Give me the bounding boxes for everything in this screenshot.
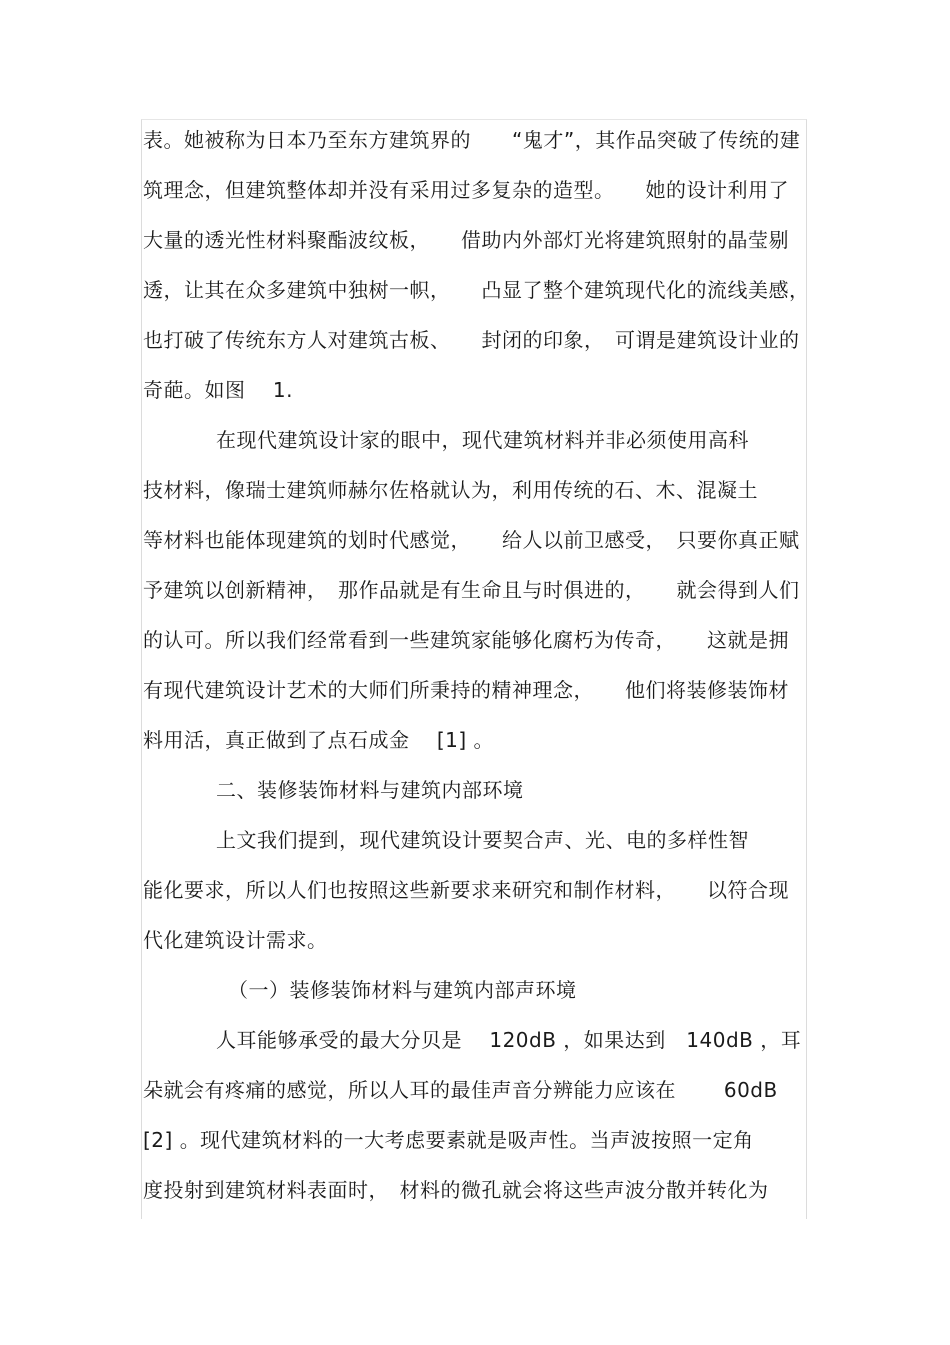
text-line: 奇葩。如图 1. [143,378,293,402]
text-line: 技材料，像瑞士建筑师赫尔佐格就认为，利用传统的石、木、混凝土 [143,478,758,502]
paragraph-start-line: 在现代建筑设计家的眼中，现代建筑材料并非必须使用高科 [216,428,749,452]
text-line: 筑理念，但建筑整体却并没有采用过多复杂的造型。 她的设计利用了 [143,178,789,202]
text-line: 表。她被称为日本乃至东方建筑界的 “鬼才”，其作品突破了传统的建 [143,128,801,152]
section-heading: 二、装修装饰材料与建筑内部环境 [216,778,524,802]
text-line: 的认可。所以我们经常看到一些建筑家能够化腐朽为传奇， 这就是拥 [143,628,789,652]
text-line: 度投射到建筑材料表面时， 材料的微孔就会将这些声波分散并转化为 [143,1178,769,1202]
text-line: 等材料也能体现建筑的划时代感觉， 给人以前卫感受， 只要你真正赋 [143,528,800,552]
text-line: [2] 。现代建筑材料的一大考虑要素就是吸声性。当声波按照一定角 [143,1128,754,1152]
text-line: 料用活，真正做到了点石成金 [1] 。 [143,728,495,752]
text-line: 也打破了传统东方人对建筑古板、 封闭的印象， 可谓是建筑设计业的 [143,328,800,352]
paragraph-start-line: 人耳能够承受的最大分贝是 120dB ，如果达到 140dB ，耳 [216,1028,802,1052]
text-line: 代化建筑设计需求。 [143,928,328,952]
text-line: 透，让其在众多建筑中独树一帜， 凸显了整个建筑现代化的流线美感， [143,278,810,302]
text-line: 有现代建筑设计艺术的大师们所秉持的精神理念， 他们将装修装饰材 [143,678,789,702]
text-line: 予建筑以创新精神， 那作品就是有生命且与时俱进的， 就会得到人们 [143,578,800,602]
text-line: 大量的透光性材料聚酯波纹板， 借助内外部灯光将建筑照射的晶莹剔 [143,228,789,252]
text-line: 朵就会有疼痛的感觉，所以人耳的最佳声音分辨能力应该在 60dB [143,1078,778,1102]
paragraph-start-line: 上文我们提到，现代建筑设计要契合声、光、电的多样性智 [216,828,749,852]
subsection-heading: （一）装修装饰材料与建筑内部声环境 [228,978,577,1002]
text-line: 能化要求，所以人们也按照这些新要求来研究和制作材料， 以符合现 [143,878,789,902]
